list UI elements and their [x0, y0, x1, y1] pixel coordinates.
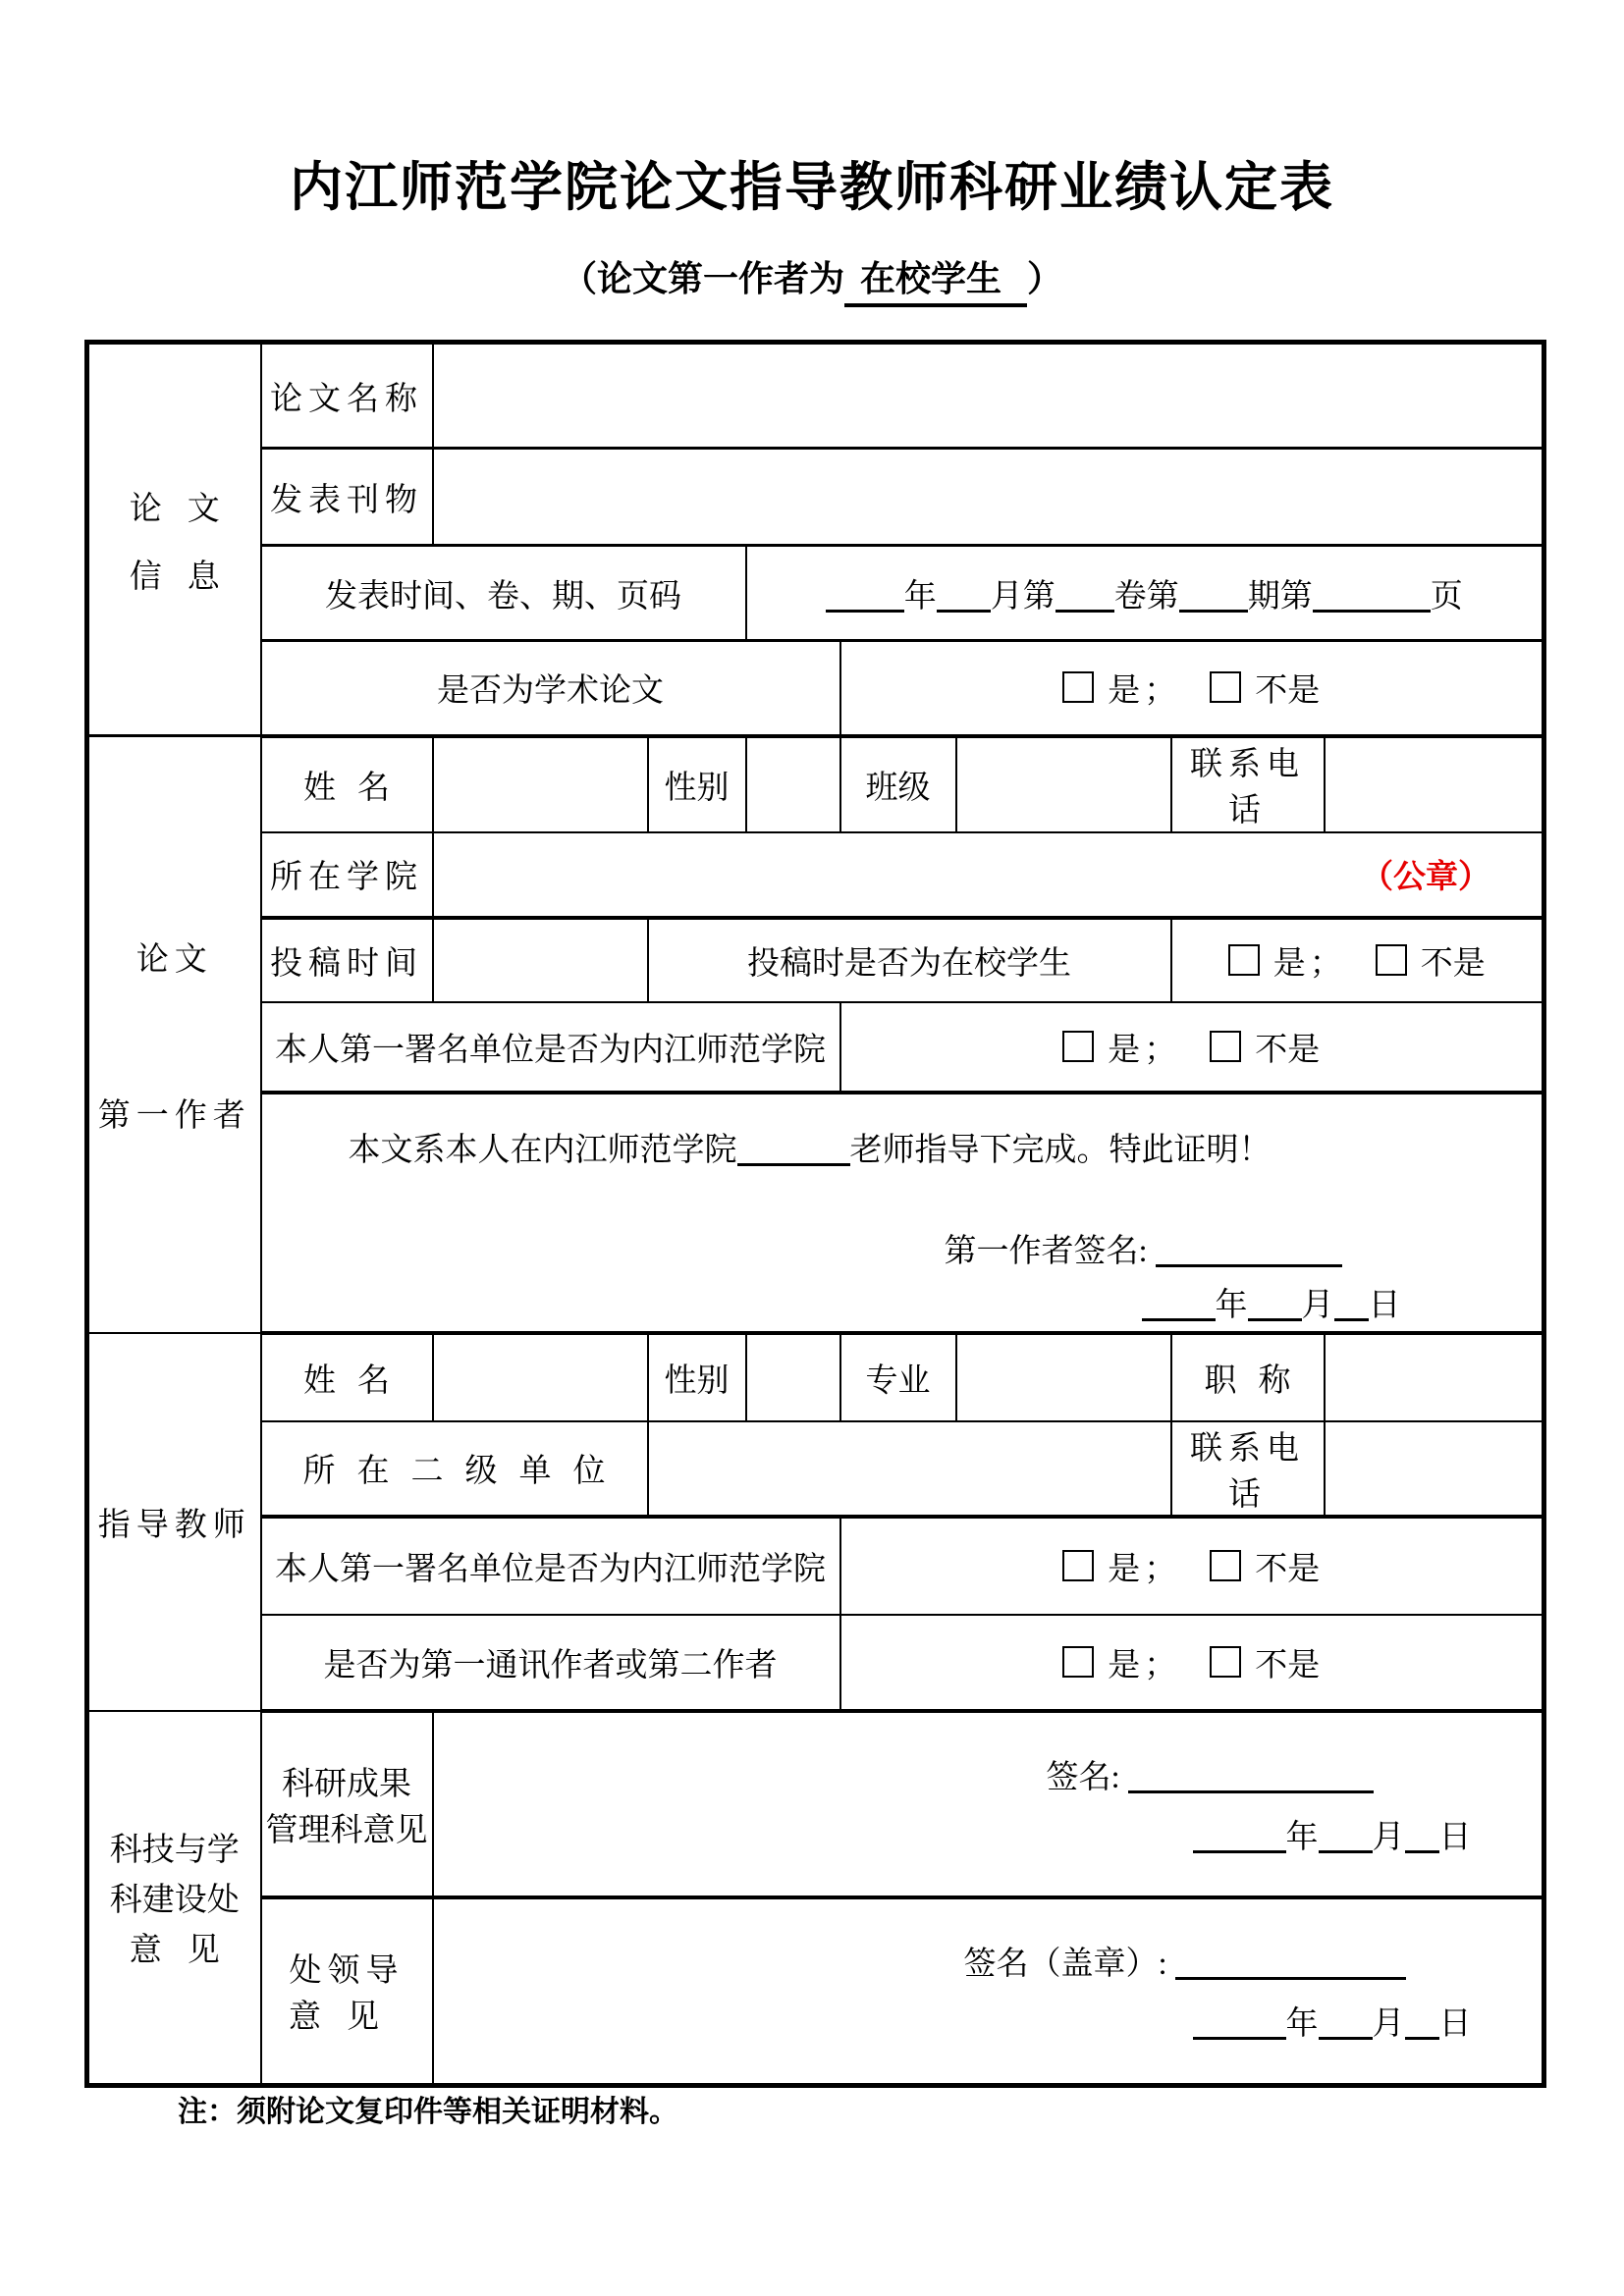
- yes-label: 是: [1108, 673, 1141, 710]
- author-statement-cell: [261, 1093, 1544, 1333]
- table-row: [87, 832, 1544, 918]
- paper-title-input[interactable]: [433, 343, 1544, 449]
- section-office-line2: 科建设处: [109, 1883, 240, 1919]
- academic-yes-checkbox[interactable]: [1062, 671, 1094, 703]
- table-row: [87, 449, 1544, 546]
- journal-label: 发表刊物: [261, 449, 433, 546]
- author-signature-label: 第一作者签名:: [944, 1233, 1148, 1269]
- pubdate-value: [746, 546, 1544, 641]
- corresponding-checkbox-group: [1062, 1639, 1320, 1685]
- leader-date-line: [1193, 1998, 1543, 2044]
- science-dept-signature-blank[interactable]: [1128, 1761, 1374, 1793]
- author-affiliation-yes-checkbox[interactable]: [1062, 1031, 1094, 1062]
- advisor-unit-input[interactable]: [648, 1421, 1171, 1517]
- author-gender-input[interactable]: [746, 736, 840, 832]
- yes-label: 是: [1108, 1032, 1141, 1068]
- advisor-gender-input[interactable]: [746, 1333, 840, 1421]
- section-paper-info-line2: 信息: [129, 559, 245, 595]
- table-row: [87, 918, 1544, 1002]
- leader-line1: 处领导: [289, 1953, 405, 1990]
- unit-day: 日: [1438, 1819, 1472, 1855]
- pub-issue-blank[interactable]: [1179, 580, 1248, 613]
- advisor-name-label: 姓名: [261, 1333, 433, 1421]
- advisor-major-label: 专业: [840, 1333, 956, 1421]
- author-affiliation-answer-cell: [840, 1002, 1544, 1093]
- advisor-title-input[interactable]: [1325, 1333, 1544, 1421]
- table-row: [87, 1421, 1544, 1517]
- unit-day: 日: [1438, 2006, 1472, 2043]
- author-affiliation-checkbox-group: [1062, 1024, 1320, 1070]
- pub-page-blank[interactable]: [1313, 580, 1431, 613]
- science-dept-line2: 管理科意见: [265, 1812, 428, 1848]
- author-signature-line: [945, 1225, 1543, 1271]
- science-dept-year-blank[interactable]: [1193, 1821, 1286, 1853]
- form-table: [84, 340, 1546, 2088]
- checkbox-separator: ；: [1144, 1032, 1177, 1068]
- science-dept-signature-line: [1047, 1751, 1543, 1797]
- advisor-affiliation-yes-checkbox[interactable]: [1062, 1550, 1094, 1581]
- leader-line2: 意见: [289, 2000, 405, 2036]
- leader-year-blank[interactable]: [1193, 2007, 1286, 2040]
- author-name-label: 姓名: [261, 736, 433, 832]
- footnote: 注：须附论文复印件等相关证明材料。: [178, 2096, 678, 2128]
- author-affiliation-no-checkbox[interactable]: [1210, 1031, 1241, 1062]
- advisor-affiliation-answer-cell: [840, 1517, 1544, 1615]
- section-office-line1: 科技与学: [109, 1833, 240, 1869]
- yes-label: 是: [1272, 945, 1306, 982]
- table-row: [87, 1333, 1544, 1421]
- science-dept-day-blank[interactable]: [1405, 1821, 1439, 1853]
- leader-opinion-cell[interactable]: [433, 1897, 1544, 2086]
- unit-year: 年: [903, 578, 937, 614]
- section-paper-info-line1: 论文: [129, 491, 245, 527]
- submit-time-input[interactable]: [433, 918, 648, 1002]
- author-signature-blank[interactable]: [1156, 1235, 1342, 1267]
- author-college-label: 所在学院: [261, 832, 433, 918]
- enrolled-yes-checkbox[interactable]: [1228, 944, 1260, 976]
- unit-year: 年: [1285, 2006, 1319, 2043]
- section-office: [87, 1711, 261, 2086]
- checkbox-separator: ；: [1144, 1647, 1177, 1683]
- leader-opinion-label: [261, 1897, 433, 2086]
- subtitle-prefix: （论文第一作者为: [561, 258, 844, 298]
- academic-checkbox-group: [1062, 665, 1320, 711]
- yes-label: 是: [1108, 1551, 1141, 1587]
- subtitle-suffix: ）: [1027, 258, 1063, 298]
- author-year-blank[interactable]: [1142, 1289, 1216, 1321]
- enrolled-answer-cell: [1171, 918, 1544, 1002]
- advisor-affiliation-no-checkbox[interactable]: [1210, 1550, 1241, 1581]
- advisor-title-label: 职称: [1171, 1333, 1325, 1421]
- advisor-unit-label: 所在二级单位: [261, 1421, 648, 1517]
- section-first-author-line1: 论文: [135, 941, 213, 978]
- table-row: [87, 343, 1544, 449]
- unit-volume: 卷第: [1113, 578, 1179, 614]
- advisor-affiliation-question-label: 本人第一署名单位是否为内江师范学院: [261, 1517, 840, 1615]
- page-title: 内江师范学院论文指导教师科研业绩认定表: [290, 158, 1334, 217]
- no-label: 不是: [1255, 1032, 1321, 1068]
- leader-signature-line: [964, 1938, 1543, 1984]
- science-dept-opinion-label: [261, 1711, 433, 1897]
- author-class-label: 班级: [840, 736, 956, 832]
- advisor-gender-label: 性别: [648, 1333, 746, 1421]
- table-row: [87, 736, 1544, 832]
- corresponding-answer-cell: [840, 1615, 1544, 1711]
- enrolled-no-checkbox[interactable]: [1376, 944, 1407, 976]
- author-month-blank[interactable]: [1248, 1289, 1302, 1321]
- science-dept-sign-label: 签名:: [1046, 1759, 1120, 1795]
- corresponding-question-label: 是否为第一通讯作者或第二作者: [261, 1615, 840, 1711]
- enrolled-question-label: 投稿时是否为在校学生: [648, 918, 1171, 1002]
- section-advisor: [87, 1333, 261, 1711]
- advisor-affiliation-checkbox-group: [1062, 1543, 1320, 1589]
- official-seal-text: （公章）: [1361, 860, 1490, 895]
- enrolled-checkbox-group: [1228, 937, 1486, 984]
- unit-month: 月第: [990, 578, 1056, 614]
- author-phone-label: 联系电话: [1171, 736, 1325, 832]
- unit-month: 月: [1372, 2006, 1405, 2043]
- advisor-phone-label: 联系电话: [1171, 1421, 1325, 1517]
- author-name-input[interactable]: [433, 736, 648, 832]
- science-dept-date-line: [1193, 1811, 1543, 1857]
- checkbox-separator: ；: [1144, 1551, 1177, 1587]
- unit-year: 年: [1215, 1287, 1248, 1323]
- author-day-blank[interactable]: [1334, 1289, 1369, 1321]
- academic-no-checkbox[interactable]: [1210, 671, 1241, 703]
- table-row: [87, 546, 1544, 641]
- advisor-name-input[interactable]: [433, 1333, 648, 1421]
- submit-time-label: 投稿时间: [261, 918, 433, 1002]
- section-first-author: [87, 736, 261, 1333]
- subtitle: [0, 251, 1624, 307]
- checkbox-separator: ；: [1309, 945, 1342, 982]
- science-dept-month-blank[interactable]: [1319, 1821, 1373, 1853]
- section-office-line3: 意见: [129, 1933, 245, 1969]
- author-class-input[interactable]: [956, 736, 1171, 832]
- subtitle-first-author-type: 在校学生: [844, 251, 1027, 307]
- table-row: [87, 1615, 1544, 1711]
- pub-volume-blank[interactable]: [1056, 580, 1114, 613]
- leader-sign-label: 签名（盖章）:: [963, 1947, 1167, 1983]
- author-date-line: [1142, 1279, 1543, 1325]
- author-gender-label: 性别: [648, 736, 746, 832]
- unit-month: 月: [1372, 1819, 1405, 1855]
- table-row: [87, 1517, 1544, 1615]
- science-dept-opinion-cell[interactable]: [433, 1711, 1544, 1897]
- no-label: 不是: [1420, 945, 1486, 982]
- unit-day: 日: [1368, 1287, 1401, 1323]
- corresponding-no-checkbox[interactable]: [1210, 1646, 1241, 1678]
- unit-issue: 期第: [1247, 578, 1313, 614]
- unit-month: 月: [1301, 1287, 1334, 1323]
- statement-suffix: 老师指导下完成。特此证明！: [849, 1132, 1272, 1168]
- section-advisor-label: 指导教师: [97, 1507, 251, 1543]
- no-label: 不是: [1255, 1551, 1321, 1587]
- pub-month-blank[interactable]: [937, 580, 991, 613]
- author-affiliation-question-label: 本人第一署名单位是否为内江师范学院: [261, 1002, 840, 1093]
- section-first-author-line2: 第一作者: [97, 1097, 251, 1134]
- pubdate-label: 发表时间、卷、期、页码: [261, 546, 746, 641]
- leader-signature-blank[interactable]: [1175, 1948, 1406, 1980]
- advisor-phone-input[interactable]: [1325, 1421, 1544, 1517]
- no-label: 不是: [1255, 673, 1321, 710]
- pub-year-blank[interactable]: [826, 580, 904, 613]
- unit-year: 年: [1285, 1819, 1319, 1855]
- statement-prefix: 本文系本人在内江师范学院: [348, 1132, 737, 1168]
- paper-title-label: 论文名称: [261, 343, 433, 449]
- statement-line: [349, 1124, 1543, 1170]
- advisor-name-blank[interactable]: [737, 1134, 850, 1166]
- table-row: [87, 1093, 1544, 1333]
- checkbox-separator: ；: [1144, 673, 1177, 710]
- academic-answer-cell: [840, 641, 1544, 736]
- unit-page: 页: [1430, 578, 1463, 614]
- table-row: [87, 1711, 1544, 1897]
- author-college-input[interactable]: [433, 832, 1544, 918]
- section-paper-info: [87, 343, 261, 736]
- science-dept-line1: 科研成果: [282, 1766, 411, 1802]
- academic-question-label: 是否为学术论文: [261, 641, 840, 736]
- leader-day-blank[interactable]: [1405, 2007, 1439, 2040]
- journal-input[interactable]: [433, 449, 1544, 546]
- table-row: [87, 1897, 1544, 2086]
- table-row: [87, 1002, 1544, 1093]
- leader-month-blank[interactable]: [1319, 2007, 1373, 2040]
- yes-label: 是: [1108, 1647, 1141, 1683]
- author-phone-input[interactable]: [1325, 736, 1544, 832]
- corresponding-yes-checkbox[interactable]: [1062, 1646, 1094, 1678]
- table-row: [87, 641, 1544, 736]
- advisor-major-input[interactable]: [956, 1333, 1171, 1421]
- no-label: 不是: [1255, 1647, 1321, 1683]
